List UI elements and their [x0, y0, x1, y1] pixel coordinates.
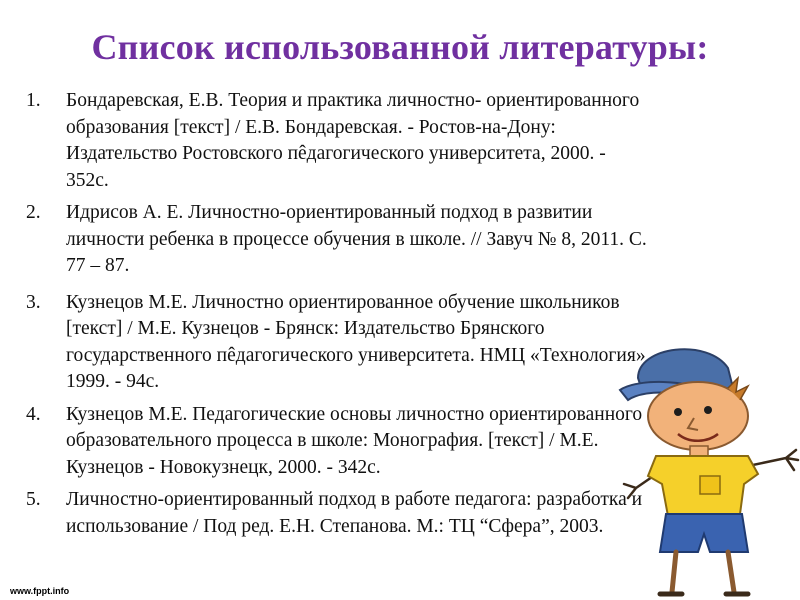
reference-line: образовательного процесса в школе: Монография. [текст] / М.Е. — [66, 430, 599, 451]
reference-line: Кузнецов - Новокузнецк, 2000. - 342с. — [66, 456, 381, 478]
reference-line: Кузнецов М.Е. Педагогические основы личностно ориентированного — [66, 403, 643, 425]
reference-number: 1. — [26, 90, 41, 111]
slide-title: Список использованной литературы: — [91, 27, 709, 67]
reference-line: Издательство Ростовского пêдагогического университета, 2000. - — [66, 143, 606, 164]
reference-line: 1999. - 94с. — [66, 371, 160, 392]
reference-number: 3. — [26, 291, 41, 313]
reference-line: Личностно-ориентированный подход в работе педагога: разработка и — [66, 489, 643, 510]
reference-line: личности ребенка в процессе обучения в школе. // Завуч № 8, 2011. С. — [66, 228, 647, 250]
reference-line: 352с. — [66, 169, 109, 191]
reference-line: государственного пêдагогического университета. НМЦ «Технология» — [66, 344, 646, 366]
reference-item — [26, 200, 746, 280]
reference-line: Бондаревская, Е.В. Теория и практика личностно- ориентированного — [66, 90, 640, 111]
reference-item — [26, 88, 746, 194]
reference-number: 4. — [26, 403, 41, 425]
reference-number: 2. — [26, 202, 41, 223]
reference-line: использование / Под ред. Е.Н. Степанова. М.: ТЦ “Сфера”, 2003. — [66, 515, 604, 537]
reference-line: [текст] / М.Е. Кузнецов - Брянск: Издательство Брянского — [66, 318, 545, 339]
reference-line: Идрисов А. Е. Личностно-ориентированный подход в развитии — [66, 202, 593, 223]
reference-line: образования [текст] / Е.В. Бондаревская. - Ростов-на-Дону: — [66, 116, 556, 138]
footer-url: www.fppt.info — [10, 586, 70, 596]
reference-number: 5. — [26, 489, 41, 510]
reference-line: Кузнецов М.Е. Личностно ориентированное обучение школьников — [66, 291, 620, 313]
reference-line: 77 – 87. — [66, 255, 130, 276]
cartoon-boy-illustration — [598, 338, 800, 600]
